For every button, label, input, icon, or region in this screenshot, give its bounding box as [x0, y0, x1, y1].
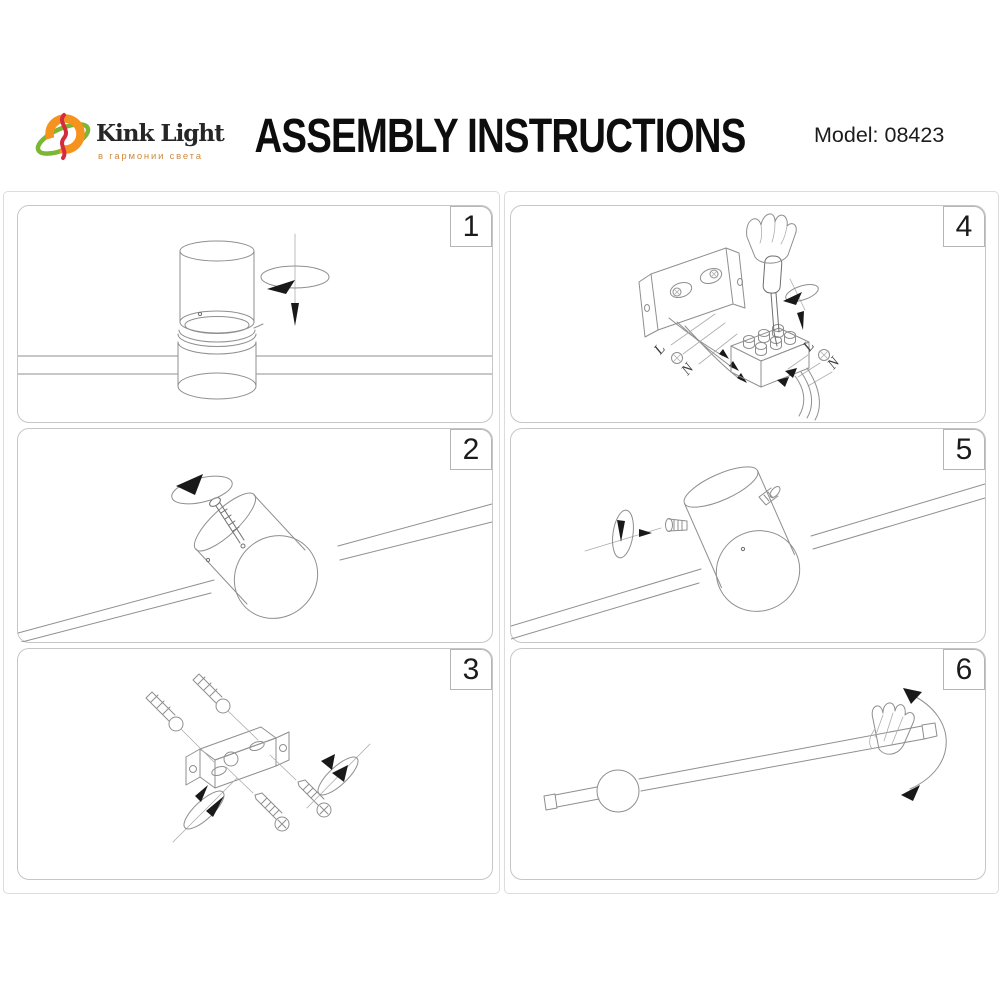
rotate-arrow-icon — [321, 754, 335, 770]
rotate-arrow-icon — [267, 280, 295, 294]
kink-light-logo-icon — [33, 106, 93, 168]
step-3-illustration-mount-bracket — [18, 649, 492, 879]
screw-icon — [255, 793, 289, 831]
step-1-panel — [17, 205, 493, 423]
step-number-badge: 6 — [943, 649, 985, 690]
swing-arrow-icon — [903, 688, 922, 704]
wire-arrow-icon — [777, 377, 789, 387]
wall-anchor-icon — [193, 674, 230, 713]
line-label: L — [800, 338, 818, 355]
neutral-label: N — [824, 354, 844, 373]
step-4-illustration-wiring — [511, 206, 985, 422]
step-1-illustration-twist-head — [18, 206, 492, 422]
rotate-arrow-icon — [617, 520, 625, 542]
step-number-badge: 3 — [450, 649, 492, 690]
screw-icon — [298, 780, 331, 817]
step-5-panel — [510, 428, 986, 643]
wall-anchor-icon — [146, 692, 183, 731]
step-2-panel — [17, 428, 493, 643]
brand-tagline: в гармонии света — [98, 151, 203, 162]
step-number-badge: 2 — [450, 429, 492, 470]
step-6-illustration-adjust-rod — [511, 649, 985, 879]
rotate-arrow-icon — [195, 785, 208, 802]
rotate-arrow-icon — [639, 529, 652, 537]
step-3-panel — [17, 648, 493, 880]
swing-arrow-icon — [901, 785, 920, 801]
down-arrow-icon — [291, 303, 299, 326]
step-4-panel — [510, 205, 986, 423]
step-5-illustration-side-screws — [511, 429, 985, 642]
screw-icon — [666, 519, 688, 532]
lamp-sphere — [597, 770, 639, 812]
wire-arrow-icon — [719, 349, 729, 359]
down-arrow-icon — [797, 311, 804, 330]
step-6-panel — [510, 648, 986, 880]
brand-name: Kink Light — [96, 120, 224, 147]
step-number-badge: 4 — [943, 206, 985, 247]
screw-icon — [759, 485, 782, 505]
neutral-label: N — [678, 360, 698, 379]
step-number-badge: 5 — [943, 429, 985, 470]
page-title: ASSEMBLY INSTRUCTIONS — [254, 110, 746, 163]
screwdriver-icon — [771, 293, 779, 346]
step-2-illustration-set-screw — [18, 429, 492, 642]
rotate-arrow-icon — [176, 474, 203, 495]
model-label: Model: 08423 — [814, 123, 945, 147]
step-number-badge: 1 — [450, 206, 492, 247]
line-label: L — [651, 341, 669, 358]
